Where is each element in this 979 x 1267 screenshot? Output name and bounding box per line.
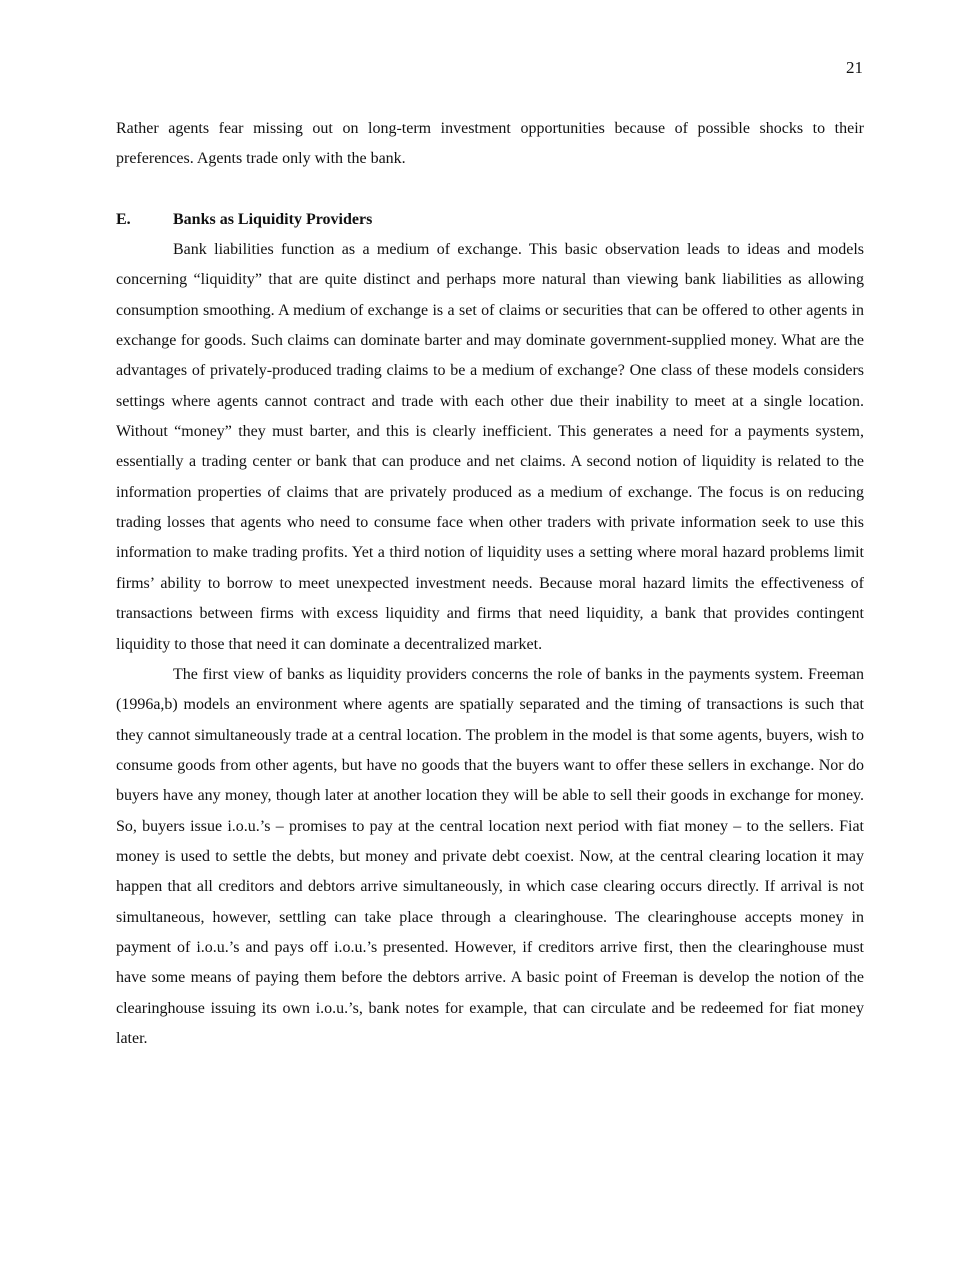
paragraph-payments-system: The first view of banks as liquidity providers concerns the role of banks in the payments system. Freeman (1996a,b) models an environment where agents are spatially separated and the timing of transactions is such that they cannot simultaneously trade at a central location. The problem in the model is that some agents, buyers, wish to consume goods from other agents, but have no goods that the buyers want to offer these sellers in exchange. Nor do buyers have any money, though later at another location they will be able to sell their goods in exchange for money. So, buyers issue i.o.u.’s – promises to pay at the central location next period with fiat money – to the sellers. Fiat money is used to settle the debts, but money and private debt coexist. Now, at the central clearing location it may happen that all creditors and debtors arrive simultaneously, in which case clearing occurs directly. If arrival is not simultaneous, however, settling can take place through a clearinghouse. The clearinghouse accepts money in payment of i.o.u.’s and pays off i.o.u.’s presented. However, if creditors arrive first, then the clearinghouse must have some means of paying them before the debtors arrive. A basic point of Freeman is develop the notion of the clearinghouse issuing its own i.o.u.’s, bank notes for example, that can circulate and be redeemed for fiat money later. [116, 665, 864, 1047]
page-number: 21 [846, 58, 863, 77]
opening-paragraph: Rather agents fear missing out on long-term investment opportunities because of possible shocks to their preferences. Agents trade only with the bank. [116, 120, 864, 168]
paragraph-liquidity-overview: Bank liabilities function as a medium of exchange. This basic observation leads to ideas and models concerning “liquidity” that are quite distinct and perhaps more natural than viewing bank liabilities as allowing consumption smoothing. A medium of exchange is a set of claims or securities that can be offered to other agents in exchange for goods. Such claims can dominate barter and may dominate government-supplied money. What are the advantages of privately-produced trading claims to be a medium of exchange? One class of these models considers settings where agents cannot contract and trade with each other due their inability to meet at a single location. Without “money” they must barter, and this is clearly inefficient. This generates a need for a payments system, essentially a trading center or bank that can produce and net claims. A second notion of liquidity is related to the information properties of claims that are privately produced as a medium of exchange. The focus is on reducing trading losses that agents who need to consume face when other traders with private information seek to use this information to make trading profits. Yet a third notion of liquidity uses a setting where moral hazard problems limit firms’ ability to borrow to meet unexpected investment needs. Because moral hazard limits the effectiveness of transactions between firms with excess liquidity and firms that need liquidity, a bank that provides contingent liquidity to those that need it can dominate a decentralized market. [116, 241, 864, 653]
section-heading [116, 205, 864, 235]
body-text [116, 114, 864, 1054]
section-letter: E. [116, 210, 131, 228]
section-title: Banks as Liquidity Providers [173, 210, 373, 228]
